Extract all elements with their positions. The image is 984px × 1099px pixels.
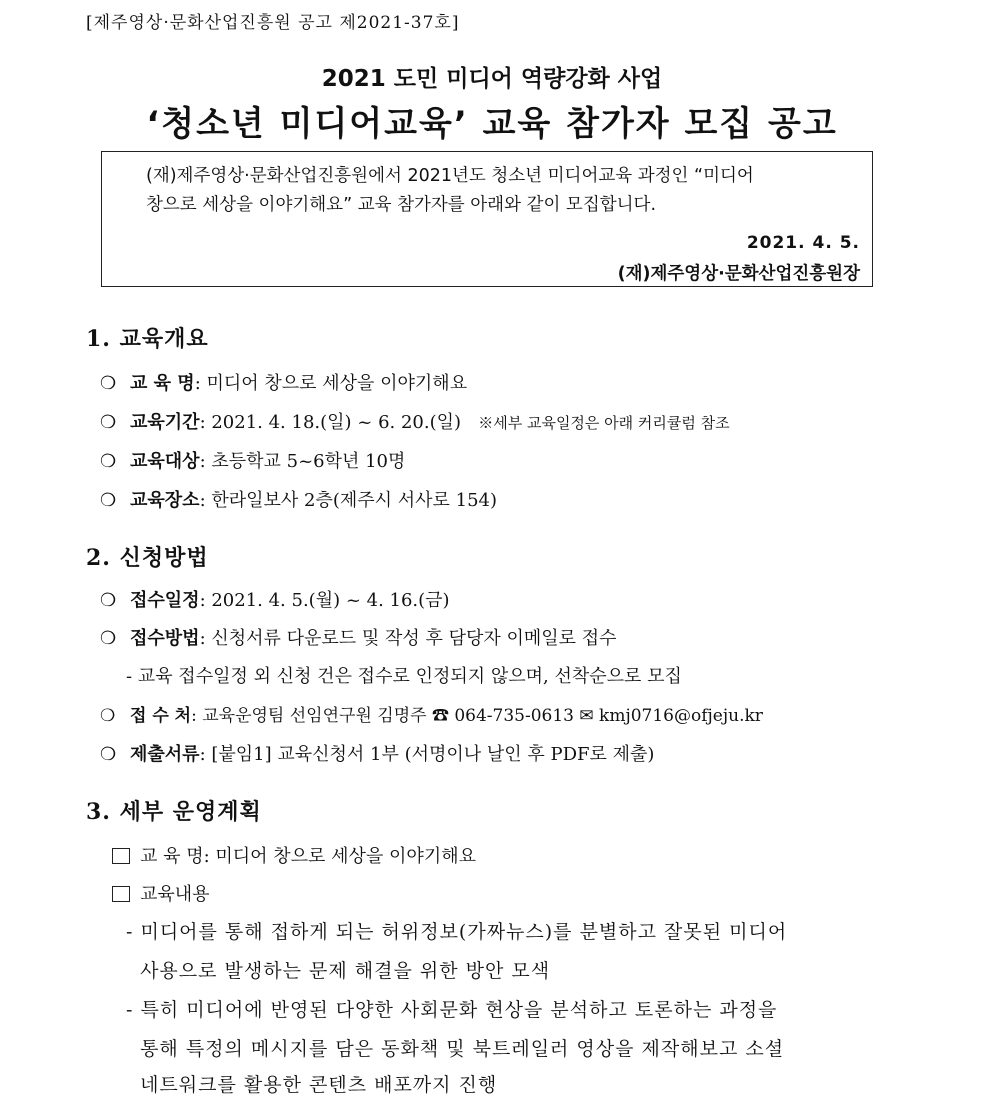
item-label: 교육장소: [130, 490, 200, 511]
item-value: : 2021. 4. 5.(월) ~ 4. 16.(금): [199, 590, 450, 611]
circle-bullet-icon: ❍: [100, 744, 117, 765]
overview-item-target: [100, 447, 405, 473]
notice-date: 2021. 4. 5.: [746, 233, 860, 253]
application-item-documents: [100, 740, 654, 766]
plan-item-text: 교 육 명: 미디어 창으로 세상을 이야기해요: [140, 846, 476, 867]
circle-bullet-icon: ❍: [100, 628, 117, 649]
plan-item-content: [112, 880, 210, 906]
application-item-method: [100, 624, 617, 650]
overview-item-location: [100, 486, 497, 512]
section-heading-overview: 1. 교육개요: [86, 326, 209, 352]
document-title: ‘청소년 미디어교육’ 교육 참가자 모집 공고: [146, 104, 838, 144]
intro-box: [101, 151, 873, 287]
issuing-organization: (재)제주영상·문화산업진흥원장: [617, 264, 860, 284]
circle-bullet-icon: ❍: [100, 490, 117, 511]
item-value: : 신청서류 다운로드 및 작성 후 담당자 이메일로 접수: [199, 628, 617, 649]
section-heading-application: 2. 신청방법: [86, 545, 209, 571]
plan-item-text: 교육내용: [140, 884, 210, 905]
item-label: 교육기간: [130, 412, 200, 433]
item-note: ※세부 교육일정은 아래 커리큘럼 참조: [478, 414, 730, 432]
plan-detail-line: 네트워크를 활용한 콘텐츠 배포까지 진행: [126, 1074, 498, 1096]
item-label: 접수방법: [130, 628, 200, 649]
plan-detail-line: - 특히 미디어에 반영된 다양한 사회문화 현상을 분석하고 토론하는 과정을: [126, 999, 778, 1021]
item-label: 접수일정: [130, 590, 200, 611]
item-label: 교 육 명: [130, 373, 195, 394]
plan-detail-line: 통해 특정의 메시지를 담은 동화책 및 북트레일러 영상을 제작해보고 소셜: [126, 1038, 785, 1060]
checkbox-square-icon: [112, 848, 130, 864]
circle-bullet-icon: ❍: [100, 590, 117, 611]
intro-line-2: 창으로 세상을 이야기해요” 교육 참가자를 아래와 같이 모집합니다.: [146, 195, 657, 215]
circle-bullet-icon: ❍: [100, 706, 116, 726]
document-subtitle: 2021 도민 미디어 역량강화 사업: [321, 66, 663, 92]
item-value: : 초등학교 5~6학년 10명: [199, 451, 406, 472]
plan-item-course-name: [112, 842, 476, 868]
overview-item-period: [100, 408, 730, 434]
intro-line-1: (재)제주영상·문화산업진흥원에서 2021년도 청소년 미디어교육 과정인 “미디어: [146, 166, 754, 186]
item-value: : 미디어 창으로 세상을 이야기해요: [194, 373, 468, 394]
item-value: : 한라일보사 2층(제주시 서사로 154): [199, 490, 498, 511]
checkbox-square-icon: [112, 886, 130, 902]
application-item-contact: [100, 701, 763, 726]
plan-detail-line: 사용으로 발생하는 문제 해결을 위한 방안 모색: [126, 960, 551, 982]
circle-bullet-icon: ❍: [100, 373, 117, 394]
item-value: : 2021. 4. 18.(일) ~ 6. 20.(일): [199, 412, 462, 433]
plan-detail-line: - 미디어를 통해 접하게 되는 허위정보(가짜뉴스)를 분별하고 잘못된 미디어: [126, 921, 788, 943]
item-value: : [붙임1] 교육신청서 1부 (서명이나 날인 후 PDF로 제출): [199, 744, 655, 765]
item-label: 제출서류: [130, 744, 200, 765]
item-label: 접 수 처: [130, 706, 192, 726]
item-label: 교육대상: [130, 451, 200, 472]
circle-bullet-icon: ❍: [100, 412, 117, 433]
circle-bullet-icon: ❍: [100, 451, 117, 472]
overview-item-name: [100, 369, 467, 395]
notice-number: [제주영상·문화산업진흥원 공고 제2021-37호]: [86, 13, 460, 33]
item-value: : 교육운영팀 선임연구원 김명주 ☎ 064-735-0613 ✉ kmj0716@ofjeju.kr: [191, 706, 763, 726]
section-heading-plan: 3. 세부 운영계획: [86, 799, 262, 825]
application-note: - 교육 접수일정 외 신청 건은 접수로 인정되지 않으며, 선착순으로 모집: [126, 666, 682, 687]
application-item-schedule: [100, 586, 450, 612]
